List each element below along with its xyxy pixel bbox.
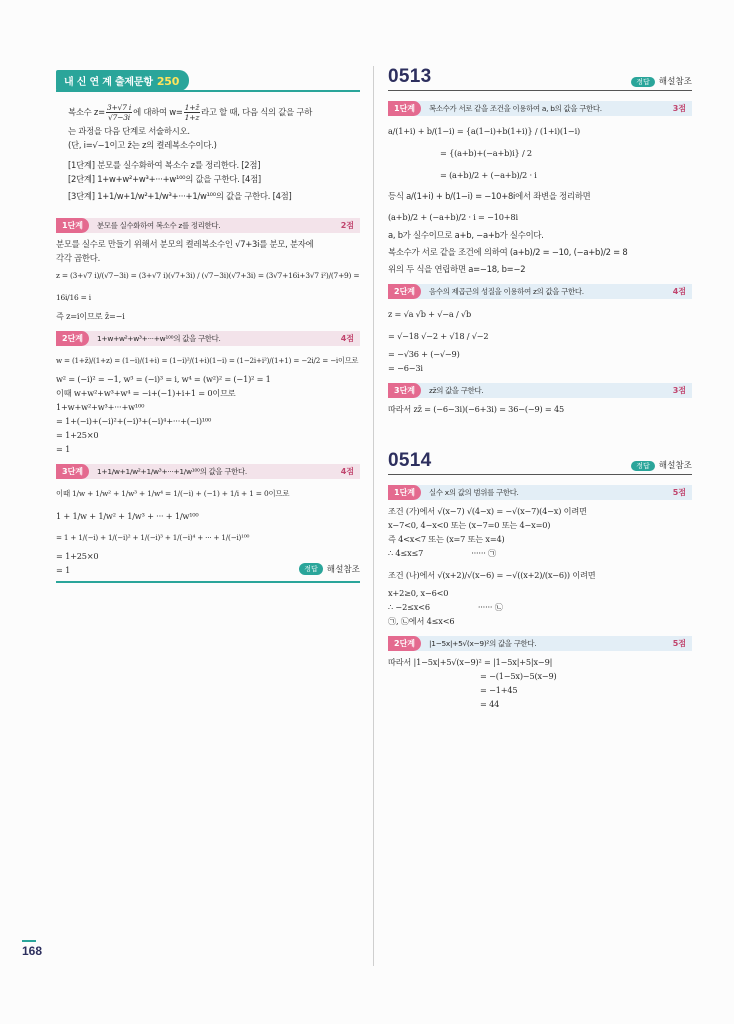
step-tag: 1단계 bbox=[56, 218, 89, 233]
page-number: 168 bbox=[22, 944, 43, 958]
problem-text-b: 에 대하여 w= bbox=[133, 107, 183, 117]
step-desc: 1+w+w²+w³+···+w¹⁰⁰의 값을 구한다. bbox=[97, 334, 221, 343]
p513-step3-header bbox=[388, 383, 692, 398]
p514-line: 조건 (나)에서 √(x+2)/√(x−6) = −√((x+2)/(x−6)) 이려면 bbox=[388, 570, 596, 580]
p513-line: = −√36 + (−√−9) bbox=[388, 349, 460, 359]
step-desc: 음수의 제곱근의 성질을 이용하여 z의 값을 구한다. bbox=[429, 287, 584, 296]
steps-list bbox=[68, 158, 360, 206]
step-points: 3점 bbox=[672, 104, 686, 113]
w-fraction bbox=[184, 103, 200, 122]
p514-step1-body bbox=[388, 504, 692, 628]
step-desc: |1−5x|+5√(x−9)²의 값을 구한다. bbox=[429, 639, 537, 648]
p514-step2-header bbox=[388, 636, 692, 651]
p513-line: 위의 두 식을 연립하면 a=−18, b=−2 bbox=[388, 264, 526, 274]
p513-line: 복소수가 서로 같을 조건에 의하여 (a+b)/2 = −10, (−a+b)/2 = 8 bbox=[388, 247, 628, 257]
step1-conclusion: 즉 z=i이므로 z̄=−i bbox=[56, 311, 125, 321]
p513-step3-body bbox=[388, 402, 692, 416]
answer-text: 해설참조 bbox=[658, 461, 692, 471]
step-points: 5점 bbox=[672, 639, 686, 648]
step-desc: 실수 x의 값의 범위를 구한다. bbox=[429, 488, 519, 497]
p514-line: 즉 4<x<7 또는 (x=7 또는 x=4) bbox=[388, 534, 505, 544]
problem-line-2: 는 과정을 다음 단계로 서술하시오. bbox=[68, 126, 190, 136]
step1-header bbox=[56, 218, 360, 233]
step-tag: 1단계 bbox=[388, 485, 421, 500]
step-points: 4점 bbox=[672, 287, 686, 296]
problem-text-a: 복소수 z= bbox=[68, 107, 105, 117]
step3-line: = 1+25×0 bbox=[56, 551, 99, 561]
p513-line: 등식 a/(1+i) + b/(1−i) = −10+8i에서 좌변을 정리하면 bbox=[388, 191, 591, 201]
p513-line: a/(1+i) + b/(1−i) = {a(1−i)+b(1+i)} / (1+i)(1−i) bbox=[388, 126, 580, 136]
problem-line-3: (단, i=√−1이고 z̄는 z의 켤레복소수이다.) bbox=[68, 140, 217, 150]
p514-line: ∴ −2≤x<6 ······ ㉡ bbox=[388, 602, 503, 612]
step3-line: = 1 + 1/(−i) + 1/(−i)² + 1/(−i)³ + 1/(−i)⁴ + ··· + 1/(−i)¹⁰⁰ bbox=[56, 533, 250, 542]
step1-body bbox=[56, 237, 360, 323]
step-points: 2점 bbox=[340, 221, 354, 230]
problem-number: 0514 bbox=[388, 450, 432, 471]
problem-0514-header bbox=[388, 450, 692, 475]
step3-line: = 1 bbox=[56, 565, 71, 575]
left-column bbox=[56, 70, 360, 583]
step-desc: 분모를 실수화하여 복소수 z를 정리한다. bbox=[97, 221, 221, 230]
step-points: 5점 bbox=[672, 488, 686, 497]
step-tag: 2단계 bbox=[56, 331, 89, 346]
section-divider bbox=[56, 581, 360, 583]
step-points: 3점 bbox=[672, 386, 686, 395]
step3-header bbox=[56, 464, 360, 479]
p514-line: 조건 (가)에서 √(x−7) √(4−x) = −√(x−7)(4−x) 이려면 bbox=[388, 506, 587, 516]
p513-line: 따라서 zz̄ = (−6−3i)(−6+3i) = 36−(−9) = 45 bbox=[388, 404, 564, 414]
step-tag: 3단계 bbox=[388, 383, 421, 398]
step2-line: = 1+(−i)+(−i)²+(−i)³+(−i)⁴+···+(−i)¹⁰⁰ bbox=[56, 416, 212, 426]
answer-text: 해설참조 bbox=[326, 565, 360, 575]
step3-line: 이때 1/w + 1/w² + 1/w³ + 1/w⁴ = 1/(−i) + (−1) + 1/i + 1 = 0이므로 bbox=[56, 489, 290, 498]
problem-250-header bbox=[56, 70, 360, 92]
step2-line: = 1+25×0 bbox=[56, 430, 99, 440]
p514-line: = 44 bbox=[480, 699, 500, 709]
step-desc: zz̄의 값을 구한다. bbox=[429, 386, 484, 395]
steps-list-item: [1단계] 분모를 실수화하여 복소수 z를 정리한다. [2점] bbox=[68, 160, 261, 170]
steps-list-item: [3단계] 1+1/w+1/w²+1/w³+···+1/w¹⁰⁰의 값을 구한다. [4점] bbox=[68, 191, 292, 201]
problem-statement bbox=[56, 100, 360, 206]
w-den: 1+z bbox=[184, 113, 200, 122]
p514-line: x+2≥0, x−6<0 bbox=[388, 588, 449, 598]
p513-line: = −6−3i bbox=[388, 363, 423, 373]
step2-line: w = (1+z̄)/(1+z) = (1−i)/(1+i) = (1−i)²/(1+i)(1−i) = (1−2i+i²)/(1+1) = −2i/2 = −i이므로 bbox=[56, 356, 359, 365]
p514-step2-body bbox=[388, 655, 692, 711]
p513-step2-body bbox=[388, 303, 692, 375]
step-points: 4점 bbox=[340, 334, 354, 343]
problem-0513-header bbox=[388, 66, 692, 91]
p513-step1-body bbox=[388, 120, 692, 276]
p513-step2-header bbox=[388, 284, 692, 299]
problem-ribbon bbox=[56, 70, 189, 91]
answer-badge: 정답 bbox=[631, 77, 655, 87]
step1-text-1: 분모를 실수로 만들기 위해서 분모의 켤레복소수인 √7+3i를 분모, 분자에 bbox=[56, 239, 314, 249]
step-tag: 2단계 bbox=[388, 284, 421, 299]
step1-equation: z = (3+√7 i)/(√7−3i) = (3+√7 i)(√7+3i) / (√7−3i)(√7+3i) = (3√7+16i+3√7 i²)/(7+9) = 16i/16 = i bbox=[56, 271, 360, 302]
step-tag: 1단계 bbox=[388, 101, 421, 116]
step2-line: w² = (−i)² = −1, w³ = (−i)³ = i, w⁴ = (w²)² = (−1)² = 1 bbox=[56, 374, 271, 384]
answer-row bbox=[56, 563, 360, 575]
p513-line: z = √a √b + √−a / √b bbox=[388, 309, 471, 319]
step-tag: 2단계 bbox=[388, 636, 421, 651]
z-num: 3+√7 i bbox=[106, 103, 132, 112]
p513-line: a, b가 실수이므로 a+b, −a+b가 실수이다. bbox=[388, 230, 544, 240]
step2-line: 이때 w+w²+w³+w⁴ = −i+(−1)+i+1 = 0이므로 bbox=[56, 388, 236, 398]
step-points: 4점 bbox=[340, 467, 354, 476]
answer-row bbox=[631, 69, 692, 88]
p514-line: 따라서 |1−5x|+5√(x−9)² = |1−5x|+5|x−9| bbox=[388, 657, 553, 667]
right-column bbox=[388, 66, 692, 711]
step2-body bbox=[56, 350, 360, 456]
steps-list-item: [2단계] 1+w+w²+w³+···+w¹⁰⁰의 값을 구한다. [4점] bbox=[68, 174, 261, 184]
step2-header bbox=[56, 331, 360, 346]
p513-line: = {(a+b)+(−a+b)i} / 2 bbox=[440, 148, 532, 158]
step2-line: = 1 bbox=[56, 444, 71, 454]
p514-step1-header bbox=[388, 485, 692, 500]
problem-text-c: 라고 할 때, 다음 식의 값을 구하 bbox=[201, 107, 313, 117]
p514-line: x−7<0, 4−x<0 또는 (x−7=0 또는 4−x=0) bbox=[388, 520, 551, 530]
answer-text: 해설참조 bbox=[658, 77, 692, 87]
p514-line: = −1+45 bbox=[480, 685, 518, 695]
answer-badge: 정답 bbox=[299, 563, 323, 575]
step2-line: 1+w+w²+w³+···+w¹⁰⁰ bbox=[56, 402, 145, 412]
p513-line: = √−18 √−2 + √18 / √−2 bbox=[388, 331, 489, 341]
p514-line: = −(1−5x)−5(x−9) bbox=[480, 671, 557, 681]
p514-line: ∴ 4≤x≤7 ······ ㉠ bbox=[388, 548, 497, 558]
w-num: 1+z̄ bbox=[184, 103, 200, 112]
step-tag: 3단계 bbox=[56, 464, 89, 479]
step-desc: 복소수가 서로 같을 조건을 이용하여 a, b의 값을 구한다. bbox=[429, 104, 602, 113]
p513-line: (a+b)/2 + (−a+b)/2 · i = −10+8i bbox=[388, 212, 518, 222]
step-desc: 1+1/w+1/w²+1/w³+···+1/w¹⁰⁰의 값을 구한다. bbox=[97, 467, 247, 476]
answer-badge: 정답 bbox=[631, 461, 655, 471]
p514-line: ㉠, ㉡에서 4≤x<6 bbox=[388, 616, 455, 626]
z-den: √7−3i bbox=[107, 113, 130, 122]
step1-text-2: 각각 곱한다. bbox=[56, 253, 101, 263]
step3-line: 1 + 1/w + 1/w² + 1/w³ + ··· + 1/w¹⁰⁰ bbox=[56, 511, 199, 521]
p513-step1-header bbox=[388, 101, 692, 116]
ribbon-label: 내 신 연 계 출제문항 bbox=[64, 77, 153, 88]
problem-number: 0513 bbox=[388, 66, 432, 87]
answer-row bbox=[631, 453, 692, 472]
column-divider bbox=[373, 66, 374, 966]
page-number-bar bbox=[22, 940, 36, 942]
p513-line: = (a+b)/2 + (−a+b)/2 · i bbox=[440, 170, 537, 180]
ribbon-number: 250 bbox=[156, 75, 180, 88]
z-fraction bbox=[106, 103, 132, 122]
